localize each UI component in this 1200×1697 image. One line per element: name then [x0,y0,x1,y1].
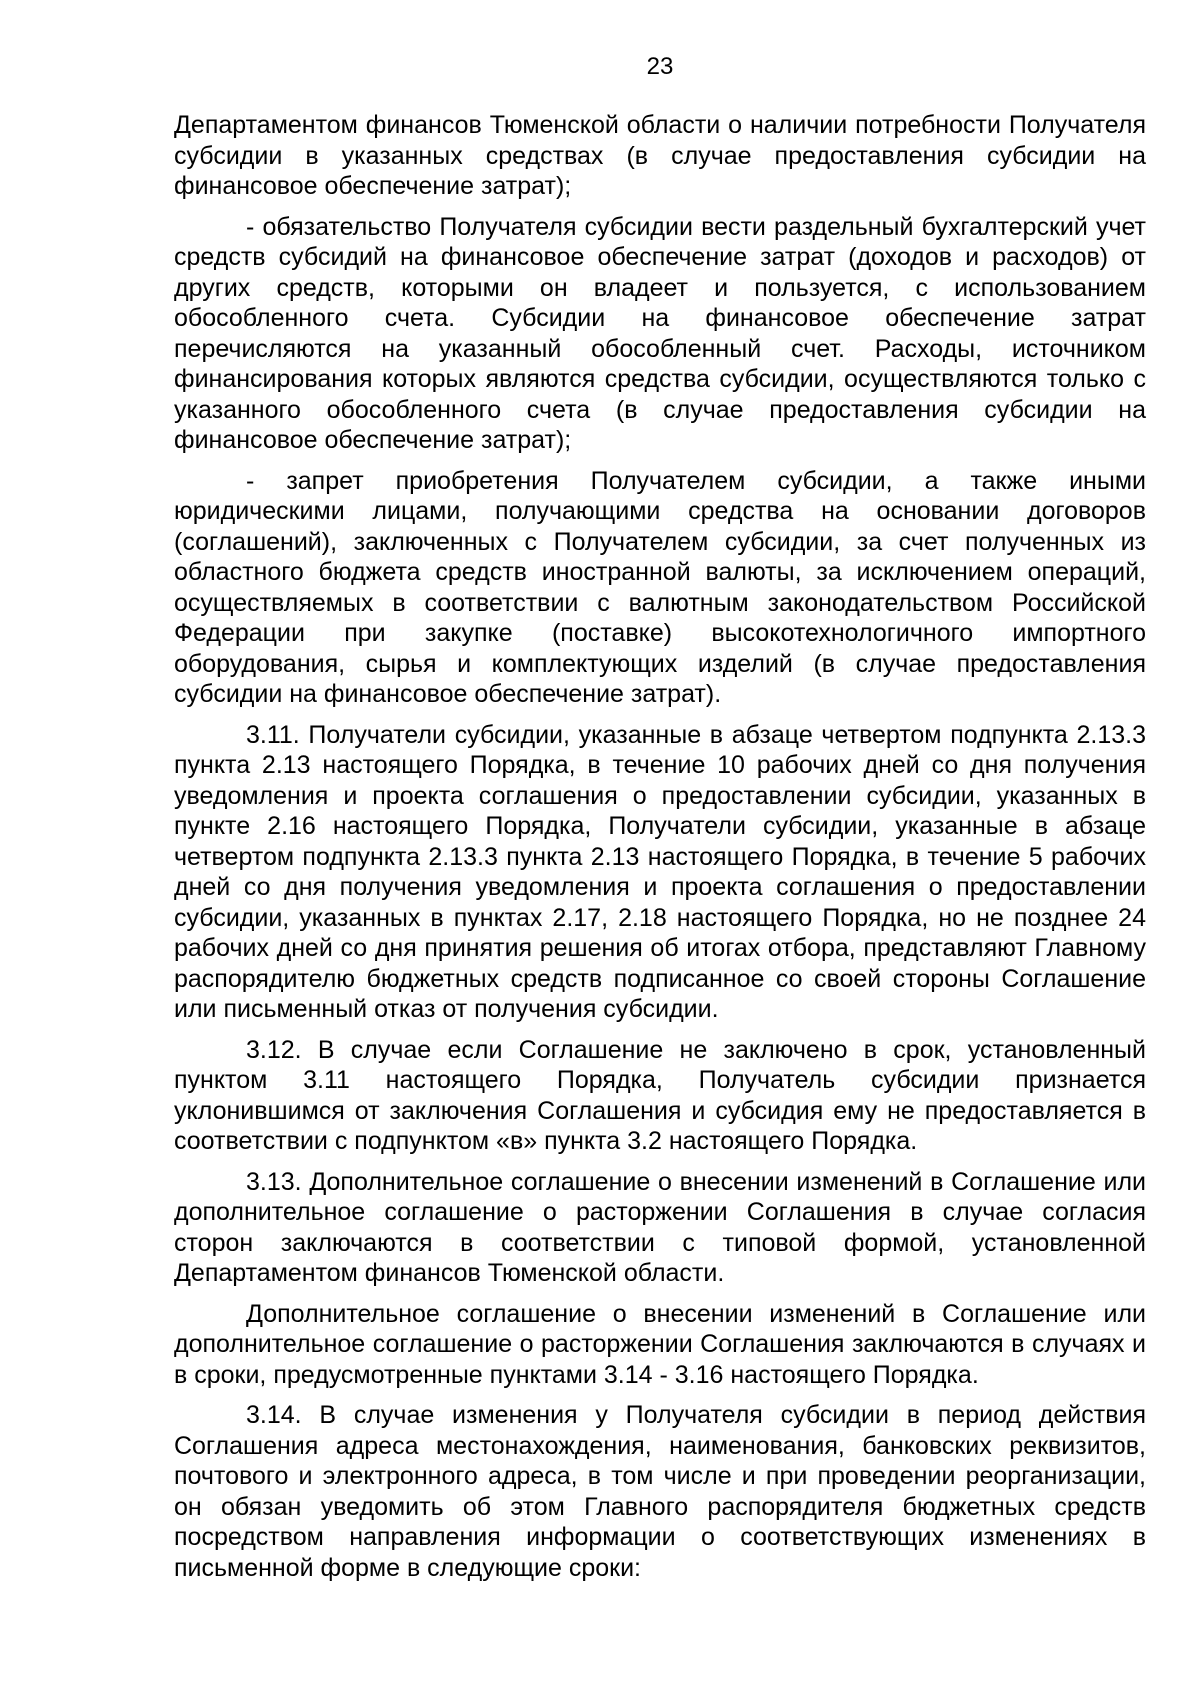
page-number: 23 [646,53,674,80]
paragraph-3-13: 3.13. Дополнительное соглашение о внесении изменений в Соглашение или дополнительное соглашение о расторжении Соглашения в случае согласия сторон заключаются в соответствии с типовой формой, установленной Департаментом финансов Тюменской области. [174,1167,1146,1287]
document-page [174,52,1146,1593]
paragraph-currency-ban: - запрет приобретения Получателем субсидии, а также иными юридическими лицами, получающими средства на основании договоров (соглашений), заключенных с Получателем субсидии, за счет полученных из областного бюджета средств иностранной валюты, за исключением операций, осуществляемых в соответствии с валютным законодательством Российской Федерации при закупке (поставке) высокотехнологичного импортного оборудования, сырья и комплектующих изделий (в случае предоставления субсидии на финансовое обеспечение затрат). [174,466,1146,708]
paragraph-3-12: 3.12. В случае если Соглашение не заключено в срок, установленный пунктом 3.11 настоящего Порядка, Получатель субсидии признается уклонившимся от заключения Соглашения и субсидия ему не предоставляется в соответствии с подпунктом «в» пункта 3.2 настоящего Порядка. [174,1035,1146,1155]
paragraph-continuation: Департаментом финансов Тюменской области о наличии потребности Получателя субсидии в указанных средствах (в случае предоставления субсидии на финансовое обеспечение затрат); [174,111,1146,200]
paragraph-separate-accounting: - обязательство Получателя субсидии вести раздельный бухгалтерский учет средств субсидий на финансовое обеспечение затрат (доходов и расходов) от других средств, которыми он владеет и пользуется, с использованием обособленного счета. Субсидии на финансовое обеспечение затрат перечисляются на указанный обособленный счет. Расходы, источником финансирования которых являются средства субсидии, осуществляются только с указанного обособленного счета (в случае предоставления субсидии на финансовое обеспечение затрат); [174,212,1146,454]
paragraph-3-14: 3.14. В случае изменения у Получателя субсидии в период действия Соглашения адреса местонахождения, наименования, банковских реквизитов, почтового и электронного адреса, в том числе и при проведении реорганизации, он обязан уведомить об этом Главного распорядителя бюджетных средств посредством направления информации о соответствующих изменениях в письменной форме в следующие сроки: [174,1401,1146,1582]
paragraph-3-11: 3.11. Получатели субсидии, указанные в абзаце четвертом подпункта 2.13.3 пункта 2.13 настоящего Порядка, в течение 10 рабочих дней со дня получения уведомления и проекта соглашения о предоставлении субсидии, указанных в пункте 2.16 настоящего Порядка, Получатели субсидии, указанные в абзаце четвертом подпункта 2.13.3 пункта 2.13 настоящего Порядка, в течение 5 рабочих дней со дня получения уведомления и проекта соглашения о предоставлении субсидии, указанных в пунктах 2.17, 2.18 настоящего Порядка, но не позднее 24 рабочих дней со дня принятия решения об итогах отбора, представляют Главному распорядителю бюджетных средств подписанное со своей стороны Соглашение или письменный отказ от получения субсидии. [174,720,1146,1023]
paragraph-additional-agreement: Дополнительное соглашение о внесении изменений в Соглашение или дополнительное соглашение о расторжении Соглашения заключаются в случаях и в сроки, предусмотренные пунктами 3.14 - 3.16 настоящего Порядка. [174,1299,1146,1389]
